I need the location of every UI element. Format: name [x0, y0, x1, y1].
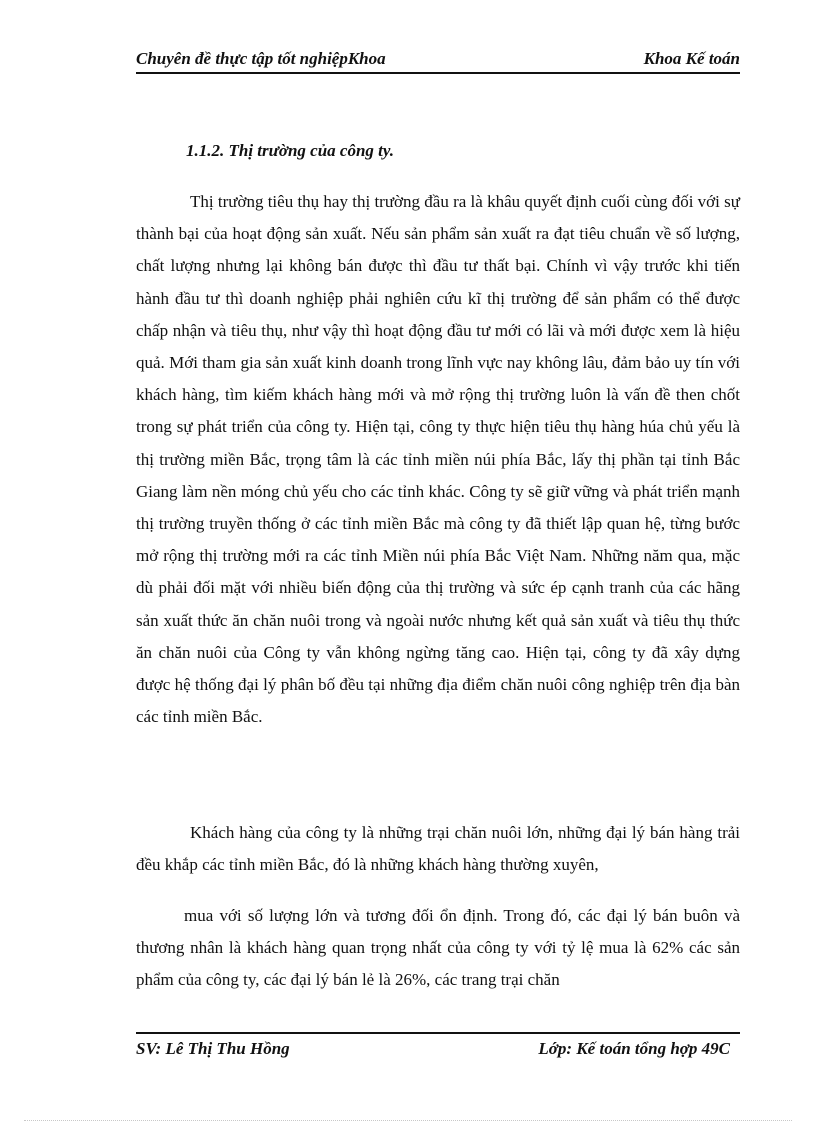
page-footer — [136, 1032, 740, 1062]
footer-class: Lớp: Kế toán tổng hợp 49C — [538, 1039, 730, 1058]
header-title: Chuyên đề thực tập tốt nghiệpKhoa — [136, 49, 386, 68]
paragraph-purchase-share: mua với số lượng lớn và tương đối ổn định. Trong đó, các đại lý bán buôn và thương nhân là khách hàng quan trọng nhất của công ty với tỷ lệ mua là 62% các sản phẩm của công ty, các đại lý bán lẻ là 26%, các trang trại chăn — [136, 906, 740, 990]
paragraph-customers: Khách hàng của công ty là những trại chăn nuôi lớn, những đại lý bán hàng trải đều khắp các tỉnh miền Bắc, đó là những khách hàng thường xuyên, — [136, 823, 740, 875]
section-heading: 1.1.2. Thị trường của công ty. — [186, 141, 395, 160]
header-department: Khoa Kế toán — [643, 49, 740, 68]
page-edge-divider — [24, 1120, 792, 1121]
paragraph-market: Thị trường tiêu thụ hay thị trường đầu ra là khâu quyết định cuối cùng đối với sự thành bại của hoạt động sản xuất. Nếu sản phẩm sản xuất ra đạt tiêu chuẩn về số lượng, chất lượng nhưng lại không bán được thì đầu tư thất bại. Chính vì vậy trước khi tiến hành đầu tư thì doanh nghiệp phải nghiên cứu kĩ thị trường để sản phẩm có thể được chấp nhận và tiêu thụ, như vậy thì hoạt động đầu tư mới có lãi và mới được xem là hiệu quả. Mới tham gia sản xuất kinh doanh trong lĩnh vực nay không lâu, đảm bảo uy tín với khách hàng, tìm kiếm khách hàng mới và mở rộng thị trường luôn là vấn đề then chốt trong sự phát triển của công ty. Hiện tại, công ty thực hiện tiêu thụ hàng húa chủ yếu là thị trường miền Bắc, trọng tâm là các tỉnh miền núi phía Bắc, lấy thị phần tại tỉnh Bắc Giang làm nền móng chủ yếu cho các tỉnh khác. Công ty sẽ giữ vững và phát triển mạnh thị trường truyền thống ở các tỉnh miền Bắc mà công ty đã thiết lập quan hệ, từng bước mở rộng thị trường mới ra các tỉnh Miền núi phía Bắc Việt Nam. Những năm qua, mặc dù phải đối mặt với nhiều biến động của thị trường và sức ép cạnh tranh của các hãng sản xuất thức ăn chăn nuôi trong và ngoài nước nhưng kết quả sản xuất và tiêu thụ thức ăn chăn nuôi của Công ty vẫn không ngừng tăng cao. Hiện tại, công ty đã xây dựng được hệ thống đại lý phân bố đều tại những địa điểm chăn nuôi công nghiệp trên địa bàn các tỉnh miền Bắc. — [136, 192, 740, 727]
page-header — [136, 46, 740, 74]
footer-student: SV: Lê Thị Thu Hồng — [136, 1039, 290, 1058]
